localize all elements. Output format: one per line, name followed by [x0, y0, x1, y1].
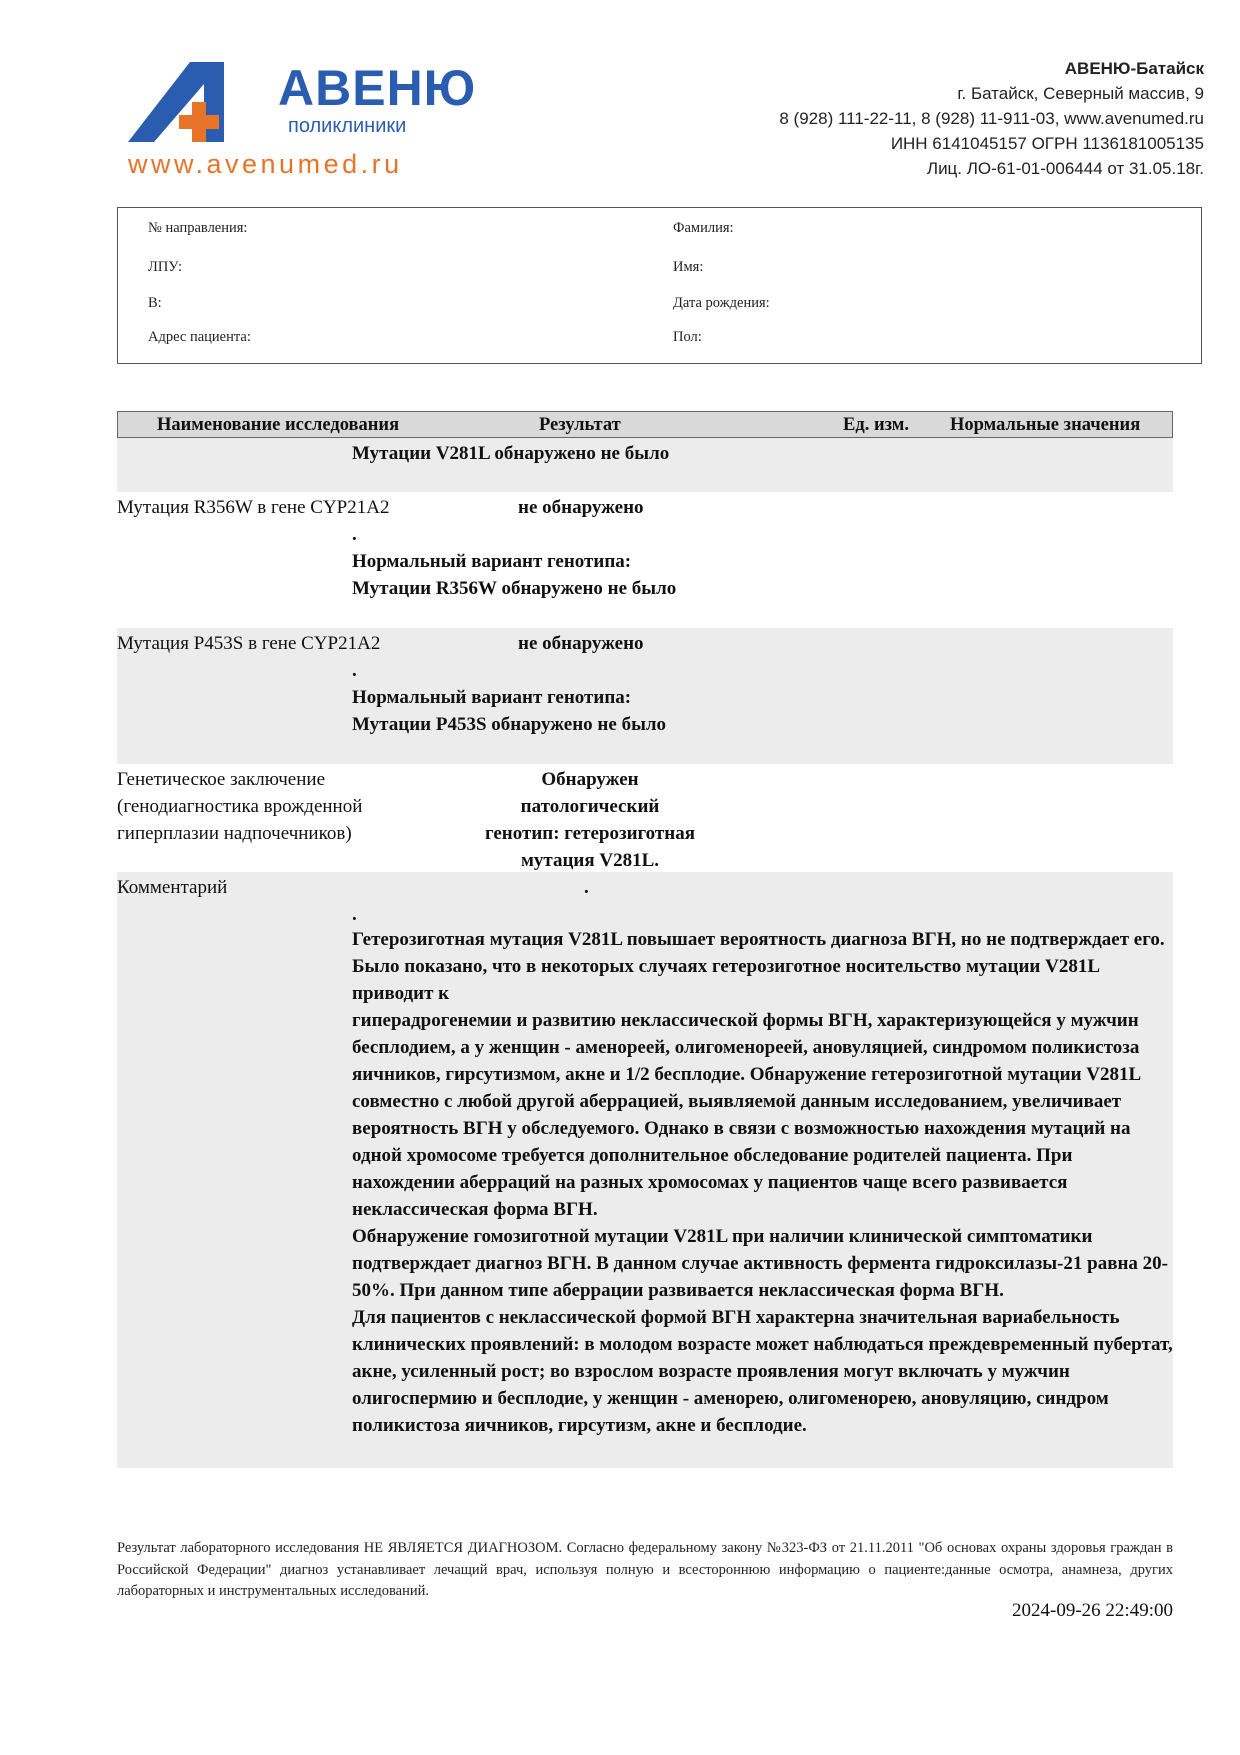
clinic-info [779, 56, 1204, 181]
result-genetic-conclusion [420, 766, 760, 874]
header-norm: Нормальные значения [950, 415, 1141, 435]
referral-label: № направления: [148, 220, 248, 236]
disclaimer: Результат лабораторного исследования НЕ ЯВЛЯЕТСЯ ДИАГНОЗОМ. Согласно федеральному закону №323-ФЗ от 21.11.2011 "Об основах охраны здоровья граждан в Российской Федерации" диагноз устанавливает лечащий врач, используя полную и всестороннюю информацию о пациенте:данные осмотра, анамнеза, других лабораторных и инструментальных исследований. [117, 1540, 1173, 1599]
comment-label: Комментарий [117, 877, 228, 898]
result-line: мутация V281L. [520, 850, 660, 871]
logo-subtitle: поликлиники [288, 115, 407, 137]
result-line: Нормальный вариант генотипа: [352, 551, 632, 572]
name-line: гиперплазии надпочечников) [117, 823, 352, 844]
comment-dot: . [584, 877, 589, 898]
lpu-label: ЛПУ: [148, 259, 183, 275]
result-line: . [352, 660, 357, 681]
clinic-address: г. Батайск, Северный массив, 9 [957, 84, 1204, 103]
result-line: Мутации V281L обнаружено не было [352, 443, 670, 464]
patient-info-box [117, 207, 1202, 364]
result-main-r356w: не обнаружено [518, 497, 644, 518]
name-line: (генодиагностика врожденной [117, 796, 363, 817]
result-row-v281l [352, 440, 1172, 467]
test-name-p453s: Мутация P453S в гене CYP21A2 [117, 633, 381, 654]
test-name-r356w: Мутация R356W в гене CYP21A2 [117, 497, 390, 518]
logo-url: www.avenumed.ru [128, 149, 403, 179]
comment-paragraph: Гетерозиготная мутация V281L повышает вероятность диагноза ВГН, но не подтверждает его. Было показано, что в некоторых случаях гетерозиготное носительство мутации V281L приводит к [352, 929, 1165, 1004]
first-name-label: Имя: [673, 259, 704, 275]
result-line: Нормальный вариант генотипа: [352, 687, 632, 708]
result-details-p453s [352, 657, 1172, 738]
v-label: В: [148, 295, 162, 311]
comment-dot: . [352, 904, 357, 925]
clinic-name: АВЕНЮ-Батайск [1064, 59, 1204, 78]
clinic-logo [128, 56, 477, 186]
sex-label: Пол: [673, 329, 702, 345]
header-result: Результат [539, 415, 621, 435]
result-details-r356w [352, 521, 1172, 602]
comment-paragraph: гиперадрогенемии и развитию неклассической формы ВГН, характеризующейся у мужчин бесплодием, а у женщин - аменореей, олигоменореей, ановуляцией, синдромом поликистоза яичников, гирсутизмом, акне и 1/2 бесплодие. Обнаружение гетерозиготной мутации V281L совместно с любой другой аберрацией, выявляемой данным исследованием, увеличивает вероятность ВГН у обследуемого. Однако в связи с возможностью нахождения мутаций на одной хромосоме требуется дополнительное обследование родителей пациента. При нахождении аберраций на разных хромосомах у пациентов чаще всего развивается неклассическая форма ВГН. [352, 1010, 1141, 1220]
result-main-p453s: не обнаружено [518, 633, 644, 654]
birthdate-label: Дата рождения: [673, 295, 770, 311]
clinic-license: Лиц. ЛО-61-01-006444 от 31.05.18г. [926, 159, 1204, 178]
patient-address-label: Адрес пациента: [148, 329, 251, 345]
result-line: патологический [520, 796, 660, 817]
comment-paragraph: Обнаружение гомозиготной мутации V281L при наличии клинической симптоматики подтверждает диагноз ВГН. В данном случае активность фермента гидроксилазы-21 равна 20-50%. При данном типе аберрации развивается неклассическая форма ВГН. [352, 1226, 1168, 1301]
comment-text [352, 926, 1174, 1439]
results-table-header [117, 411, 1173, 438]
surname-label: Фамилия: [673, 220, 734, 236]
test-name-genetic-conclusion [117, 766, 437, 847]
logo-brand-text: АВЕНЮ [278, 60, 477, 116]
header-test-name: Наименование исследования [157, 415, 400, 435]
report-datetime: 2024-09-26 22:49:00 [1012, 1600, 1173, 1621]
result-line: Обнаружен [541, 769, 639, 790]
logo-cross-icon [128, 56, 278, 148]
comment-paragraph: Для пациентов с неклассической формой ВГН характерна значительная вариабельность клинических проявлений: в молодом возрасте может наблюдаться преждевременный пубертат, акне, усиленный рост; во взрослом возрасте проявления могут включать у мужчин олигоспермию и бесплодие, у женщин - аменорею, олигоменорею, ановуляцию, синдром поликистоза яичников, гирсутизм, акне и бесплодие. [352, 1307, 1173, 1436]
header-unit: Ед. изм. [843, 415, 910, 435]
result-line: . [352, 524, 357, 545]
result-line: Мутации R356W обнаружено не было [352, 578, 677, 599]
name-line: Генетическое заключение [117, 769, 325, 790]
result-line: Мутации P453S обнаружено не было [352, 714, 667, 735]
result-line: генотип: гетерозиготная [484, 823, 695, 844]
clinic-registry: ИНН 6141045157 ОГРН 1136181005135 [890, 134, 1204, 153]
clinic-contacts: 8 (928) 111-22-11, 8 (928) 11-911-03, www.avenumed.ru [779, 109, 1204, 128]
